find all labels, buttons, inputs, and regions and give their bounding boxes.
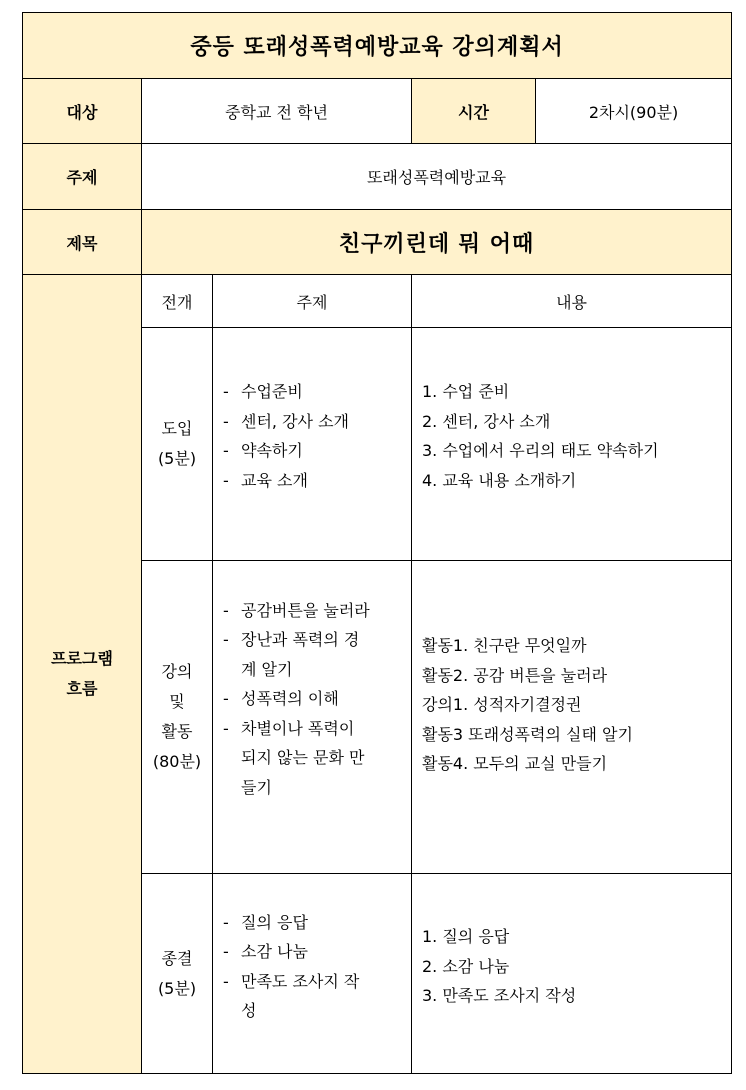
stage-line: 활동 [161,722,193,741]
list-item: 2. 센터, 강사 소개 [422,411,551,431]
list-item: 2. 소감 나눔 [422,956,510,976]
stage-cell [142,874,213,1074]
program-flow-label-line2: 흐름 [66,679,98,698]
list-item: 활동1. 친구란 무엇일까 [422,636,587,656]
stage-line: 및 [169,692,185,711]
list-item: 4. 교육 내용 소개하기 [422,470,577,490]
topic-cell [213,561,412,874]
list-item: - 성폭력의 이해 [223,684,388,714]
list-item: - 교육 소개 [223,466,411,496]
target-label: 대상 [23,79,142,144]
header-content: 내용 [412,275,732,328]
target-value: 중학교 전 학년 [142,79,412,144]
stage-line: (5분) [157,978,197,998]
topic-cell [213,328,412,561]
time-value: 2차시(90분) [536,79,732,144]
list-item: - 센터, 강사 소개 [223,407,411,437]
list-item: 3. 수업에서 우리의 태도 약속하기 [422,441,659,460]
lesson-plan-table [22,12,732,1074]
time-label: 시간 [412,79,536,144]
stage-cell [142,561,213,874]
list-item: 활동3 또래성폭력의 실태 알기 [422,724,633,744]
page-title: 중등 또래성폭력예방교육 강의계획서 [23,13,732,79]
list-item: - 만족도 조사지 작성 [223,967,366,1026]
header-stage: 전개 [142,275,213,328]
list-item: 활동4. 모두의 교실 만들기 [422,754,608,774]
list-item: - 약속하기 [223,436,411,466]
subject-value: 친구끼린데 뭐 어때 [142,210,732,275]
stage-line: (80분) [152,752,202,771]
list-item: - 질의 응답 [223,908,388,938]
topic-cell [213,874,412,1074]
list-item: 강의1. 성적자기결정권 [422,695,582,715]
list-item: 3. 만족도 조사지 작성 [422,986,577,1006]
stage-line: 도입 [161,419,193,438]
list-item: - 장난과 폭력의 경계 알기 [223,625,361,684]
subject-label: 제목 [23,210,142,275]
list-item: - 소감 나눔 [223,937,388,967]
program-flow-label [23,275,142,1074]
list-item: 활동2. 공감 버튼을 눌러라 [422,665,608,685]
list-item: - 수업준비 [223,377,411,407]
topic-value: 또래성폭력예방교육 [142,144,732,210]
list-item: 1. 질의 응답 [422,927,510,947]
stage-line: 강의 [161,662,193,681]
list-item: - 차별이나 폭력이 되지 않는 문화 만들기 [223,714,371,803]
program-flow-label-line1: 프로그램 [51,649,113,668]
content-cell [412,561,732,874]
topic-label: 주제 [23,144,142,210]
list-item: 1. 수업 준비 [422,382,510,401]
list-item: - 공감버튼을 눌러라 [223,596,388,626]
stage-cell [142,328,213,561]
stage-line: 종결 [161,948,193,968]
content-cell [412,328,732,561]
content-cell [412,874,732,1074]
header-topic: 주제 [213,275,412,328]
stage-line: (5분) [157,449,197,468]
